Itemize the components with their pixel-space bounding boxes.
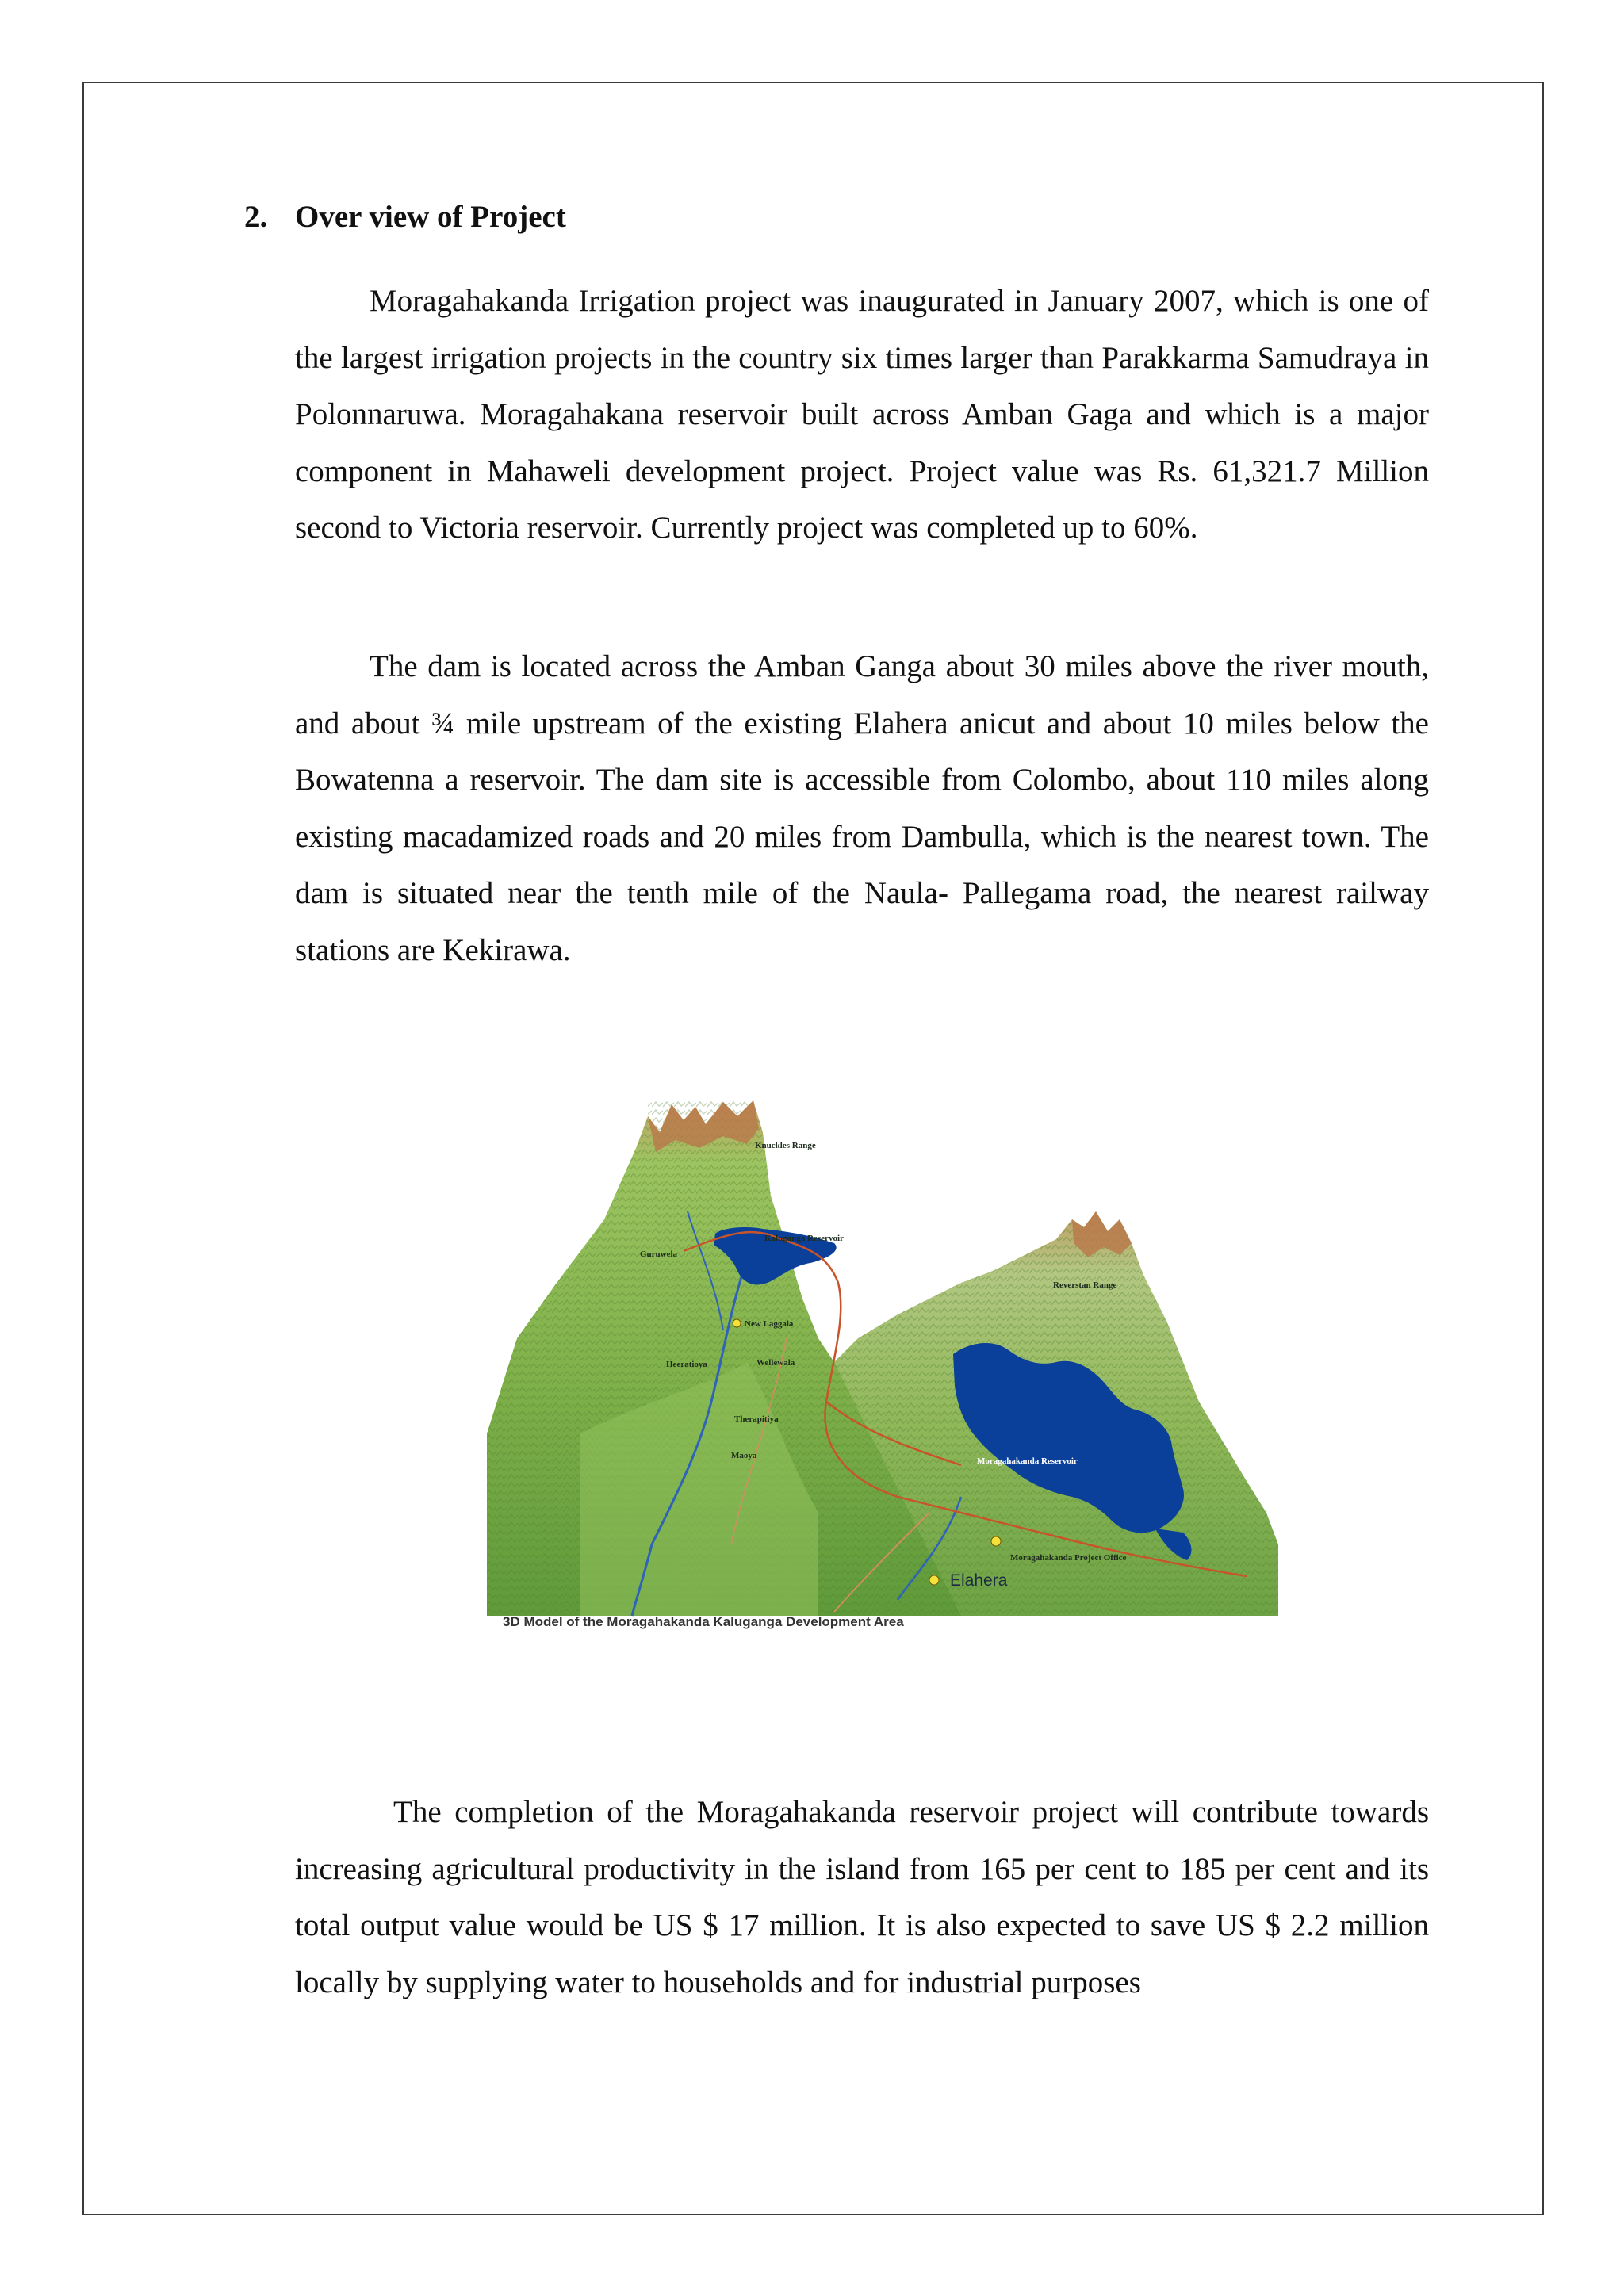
section-heading xyxy=(244,193,566,241)
terrain-model-figure xyxy=(485,1100,1281,1641)
label-heeratioya: Heeratioya xyxy=(666,1360,707,1369)
paragraph-dam-location: The dam is located across the Amban Ganga about 30 miles above the river mouth, and about ¾ mile upstream of the existing Elahera anicut and about 10 miles below the Bowatenna a reservoir. The dam site is accessible from Colombo, about 110 miles along existing macadamized roads and 20 miles from Dambulla, which is the nearest town. The dam is situated near the tenth mile of the Naula- Pallegama road, the nearest railway stations are Kekirawa. xyxy=(295,649,1429,967)
elahera-marker xyxy=(929,1575,939,1585)
section-title: Over view of Project xyxy=(295,200,566,234)
section-number: 2. xyxy=(244,200,268,234)
label-kaluganga-reservoir: Kaluganga Reservoir xyxy=(764,1234,844,1243)
label-reverstan-range: Reverstan Range xyxy=(1053,1280,1117,1290)
label-wellewala: Wellewala xyxy=(756,1358,795,1368)
label-guruwela: Guruwela xyxy=(640,1249,678,1259)
paragraph-benefits: The completion of the Moragahakanda reservoir project will contribute towards increasing agricultural productivity in the island from 165 per cent to 185 per cent and its total output value would be US $ 17 million. It is also expected to save US $ 2.2 million locally by supplying water to households and for industrial purposes xyxy=(295,1795,1429,1999)
label-knuckles-range: Knuckles Range xyxy=(755,1141,816,1150)
project-office-marker xyxy=(991,1536,1001,1546)
label-moragahakanda-reservoir: Moragahakanda Reservoir xyxy=(977,1456,1078,1466)
figure-caption: 3D Model of the Moragahakanda Kaluganga Development Area xyxy=(503,1614,904,1629)
label-new-laggala: New Laggala xyxy=(745,1319,794,1329)
paragraph-overview: Moragahakanda Irrigation project was inaugurated in January 2007, which is one of the largest irrigation projects in the country six times larger than Parakkarma Samudraya in Polonnaruwa. Moragahakana reservoir built across Amban Gaga and which is a major component in Mahaweli development project. Project value was Rs. 61,321.7 Million second to Victoria reservoir. Currently project was completed up to 60%. xyxy=(295,284,1429,545)
terrain-map-graphic xyxy=(485,1100,1281,1641)
label-project-office: Moragahakanda Project Office xyxy=(1010,1553,1127,1563)
label-therapitiya: Therapitiya xyxy=(734,1414,779,1424)
label-elahera: Elahera xyxy=(950,1571,1008,1590)
label-maoya: Maoya xyxy=(731,1451,757,1460)
new-laggala-marker xyxy=(733,1319,741,1327)
